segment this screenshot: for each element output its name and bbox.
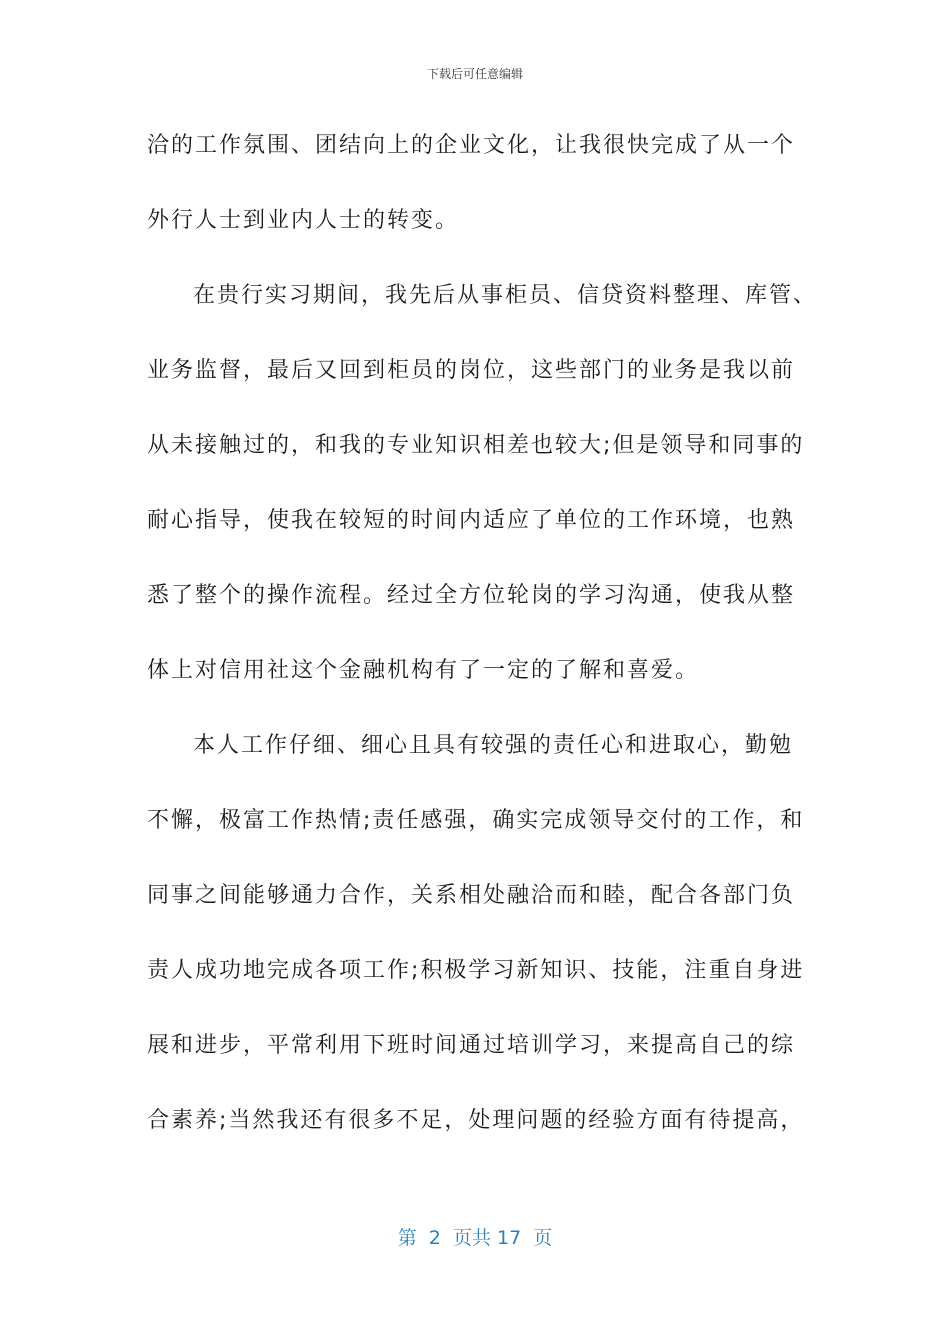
paragraph-line: 责人成功地完成各项工作;积极学习新知识、技能，注重自身进 xyxy=(147,958,805,983)
paragraph-line: 不懈，极富工作热情;责任感强，确实完成领导交付的工作，和 xyxy=(147,808,805,833)
header-note: 下载后可任意编辑 xyxy=(426,67,523,81)
paragraph-line: 同事之间能够通力合作，关系相处融洽而和睦，配合各部门负 xyxy=(147,883,796,908)
paragraph-line: 耐心指导，使我在较短的时间内适应了单位的工作环境，也熟 xyxy=(147,508,796,533)
paragraph-line: 洽的工作氛围、团结向上的企业文化，让我很快完成了从一个 xyxy=(147,133,796,158)
page-number-footer: 第 2 页共 17 页 xyxy=(397,1227,553,1249)
paragraph-line: 体上对信用社这个金融机构有了一定的了解和喜爱。 xyxy=(147,658,700,683)
paragraph-line: 外行人士到业内人士的转变。 xyxy=(147,208,460,233)
document-body xyxy=(147,124,818,1174)
paragraph-line: 在贵行实习期间，我先后从事柜员、信贷资料整理、库管、 xyxy=(193,283,818,308)
paragraph-line: 从未接触过的，和我的专业知识相差也较大;但是领导和同事的 xyxy=(147,433,805,458)
paragraph-line: 本人工作仔细、细心且具有较强的责任心和进取心，勤勉 xyxy=(193,733,794,758)
paragraph-line: 业务监督，最后又回到柜员的岗位，这些部门的业务是我以前 xyxy=(147,358,796,383)
paragraph-line: 合素养;当然我还有很多不足，处理问题的经验方面有待提高， xyxy=(147,1108,805,1133)
paragraph-line: 展和进步，平常利用下班时间通过培训学习，来提高自己的综 xyxy=(147,1033,796,1058)
paragraph-line: 悉了整个的操作流程。经过全方位轮岗的学习沟通，使我从整 xyxy=(147,583,796,608)
